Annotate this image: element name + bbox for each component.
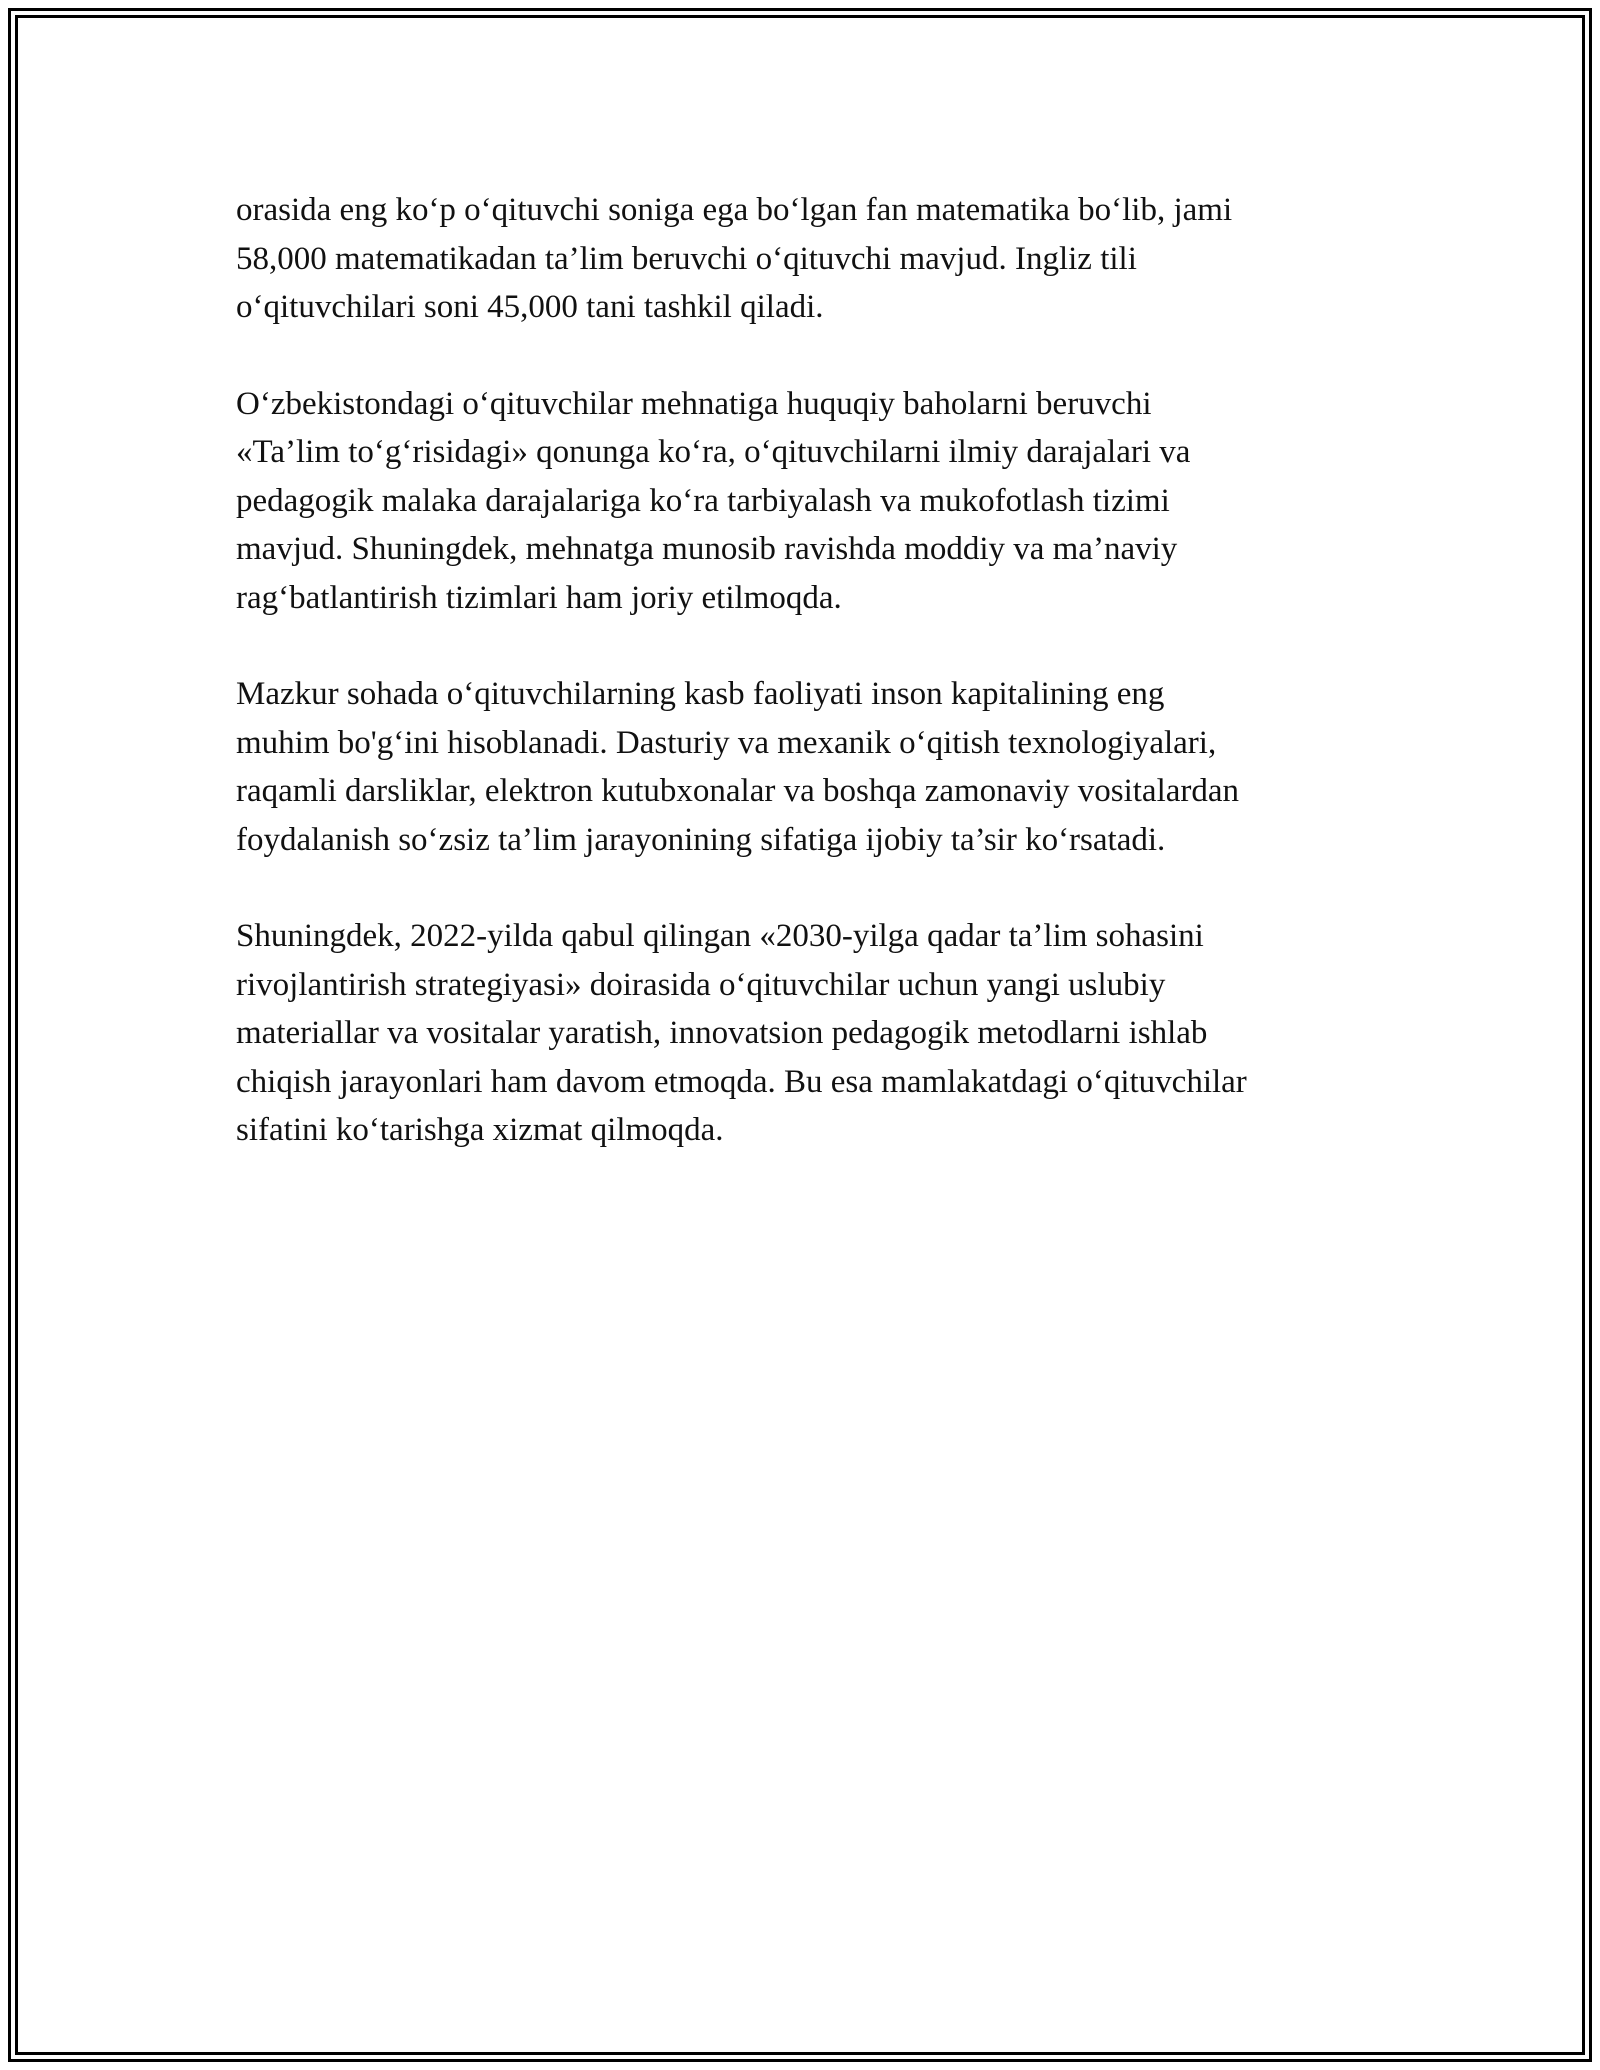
- text-line: rivojlantirish strategiyasi» doirasida o‘qituvchilar uchun yangi uslubiy: [236, 966, 1166, 1003]
- text-line: foydalanish so‘zsiz ta’lim jarayonining sifatiga ijobiy ta’sir ko‘rsatadi.: [236, 821, 1166, 858]
- text-line: «Ta’lim to‘g‘risidagi» qonunga ko‘ra, o‘qituvchilarni ilmiy darajalari va: [236, 434, 1191, 470]
- text-line: Shuningdek, 2022-yilda qabul qilingan «2030-yilga qadar ta’lim sohasini: [236, 918, 1204, 954]
- paragraph-strategy-2030: [236, 912, 1386, 1155]
- text-line: chiqish jarayonlari ham davom etmoqda. Bu esa mamlakatdagi o‘qituvchilar: [236, 1063, 1247, 1100]
- text-line: o‘qituvchilari soni 45,000 tani tashkil qiladi.: [236, 289, 824, 325]
- text-line: 58,000 matematikadan ta’lim beruvchi o‘qituvchi mavjud. Ingliz tili: [236, 240, 1137, 277]
- document-body: [236, 186, 1386, 1203]
- text-line: O‘zbekistondagi o‘qituvchilar mehnatiga huquqiy baholarni beruvchi: [236, 385, 1152, 422]
- text-line: muhim bo'g‘ini hisoblanadi. Dasturiy va mexanik o‘qitish texnologiyalari,: [236, 724, 1217, 761]
- paragraph-legal-framework: [236, 380, 1386, 623]
- text-line: orasida eng ko‘p o‘qituvchi soniga ega bo‘lgan fan matematika bo‘lib, jami: [236, 192, 1233, 228]
- text-line: rag‘batlantirish tizimlari ham joriy etilmoqda.: [236, 579, 842, 616]
- text-line: Mazkur sohada o‘qituvchilarning kasb faoliyati inson kapitalining eng: [236, 676, 1165, 712]
- text-line: raqamli darsliklar, elektron kutubxonalar va boshqa zamonaviy vositalardan: [236, 773, 1240, 809]
- text-line: sifatini ko‘tarishga xizmat qilmoqda.: [236, 1112, 724, 1148]
- paragraph-human-capital: [236, 670, 1386, 864]
- text-line: pedagogik malaka darajalariga ko‘ra tarbiyalash va mukofotlash tizimi: [236, 482, 1170, 519]
- text-line: materiallar va vositalar yaratish, innovatsion pedagogik metodlarni ishlab: [236, 1015, 1208, 1051]
- paragraph-teachers-count: [236, 186, 1386, 332]
- text-line: mavjud. Shuningdek, mehnatga munosib ravishda moddiy va ma’naviy: [236, 531, 1178, 567]
